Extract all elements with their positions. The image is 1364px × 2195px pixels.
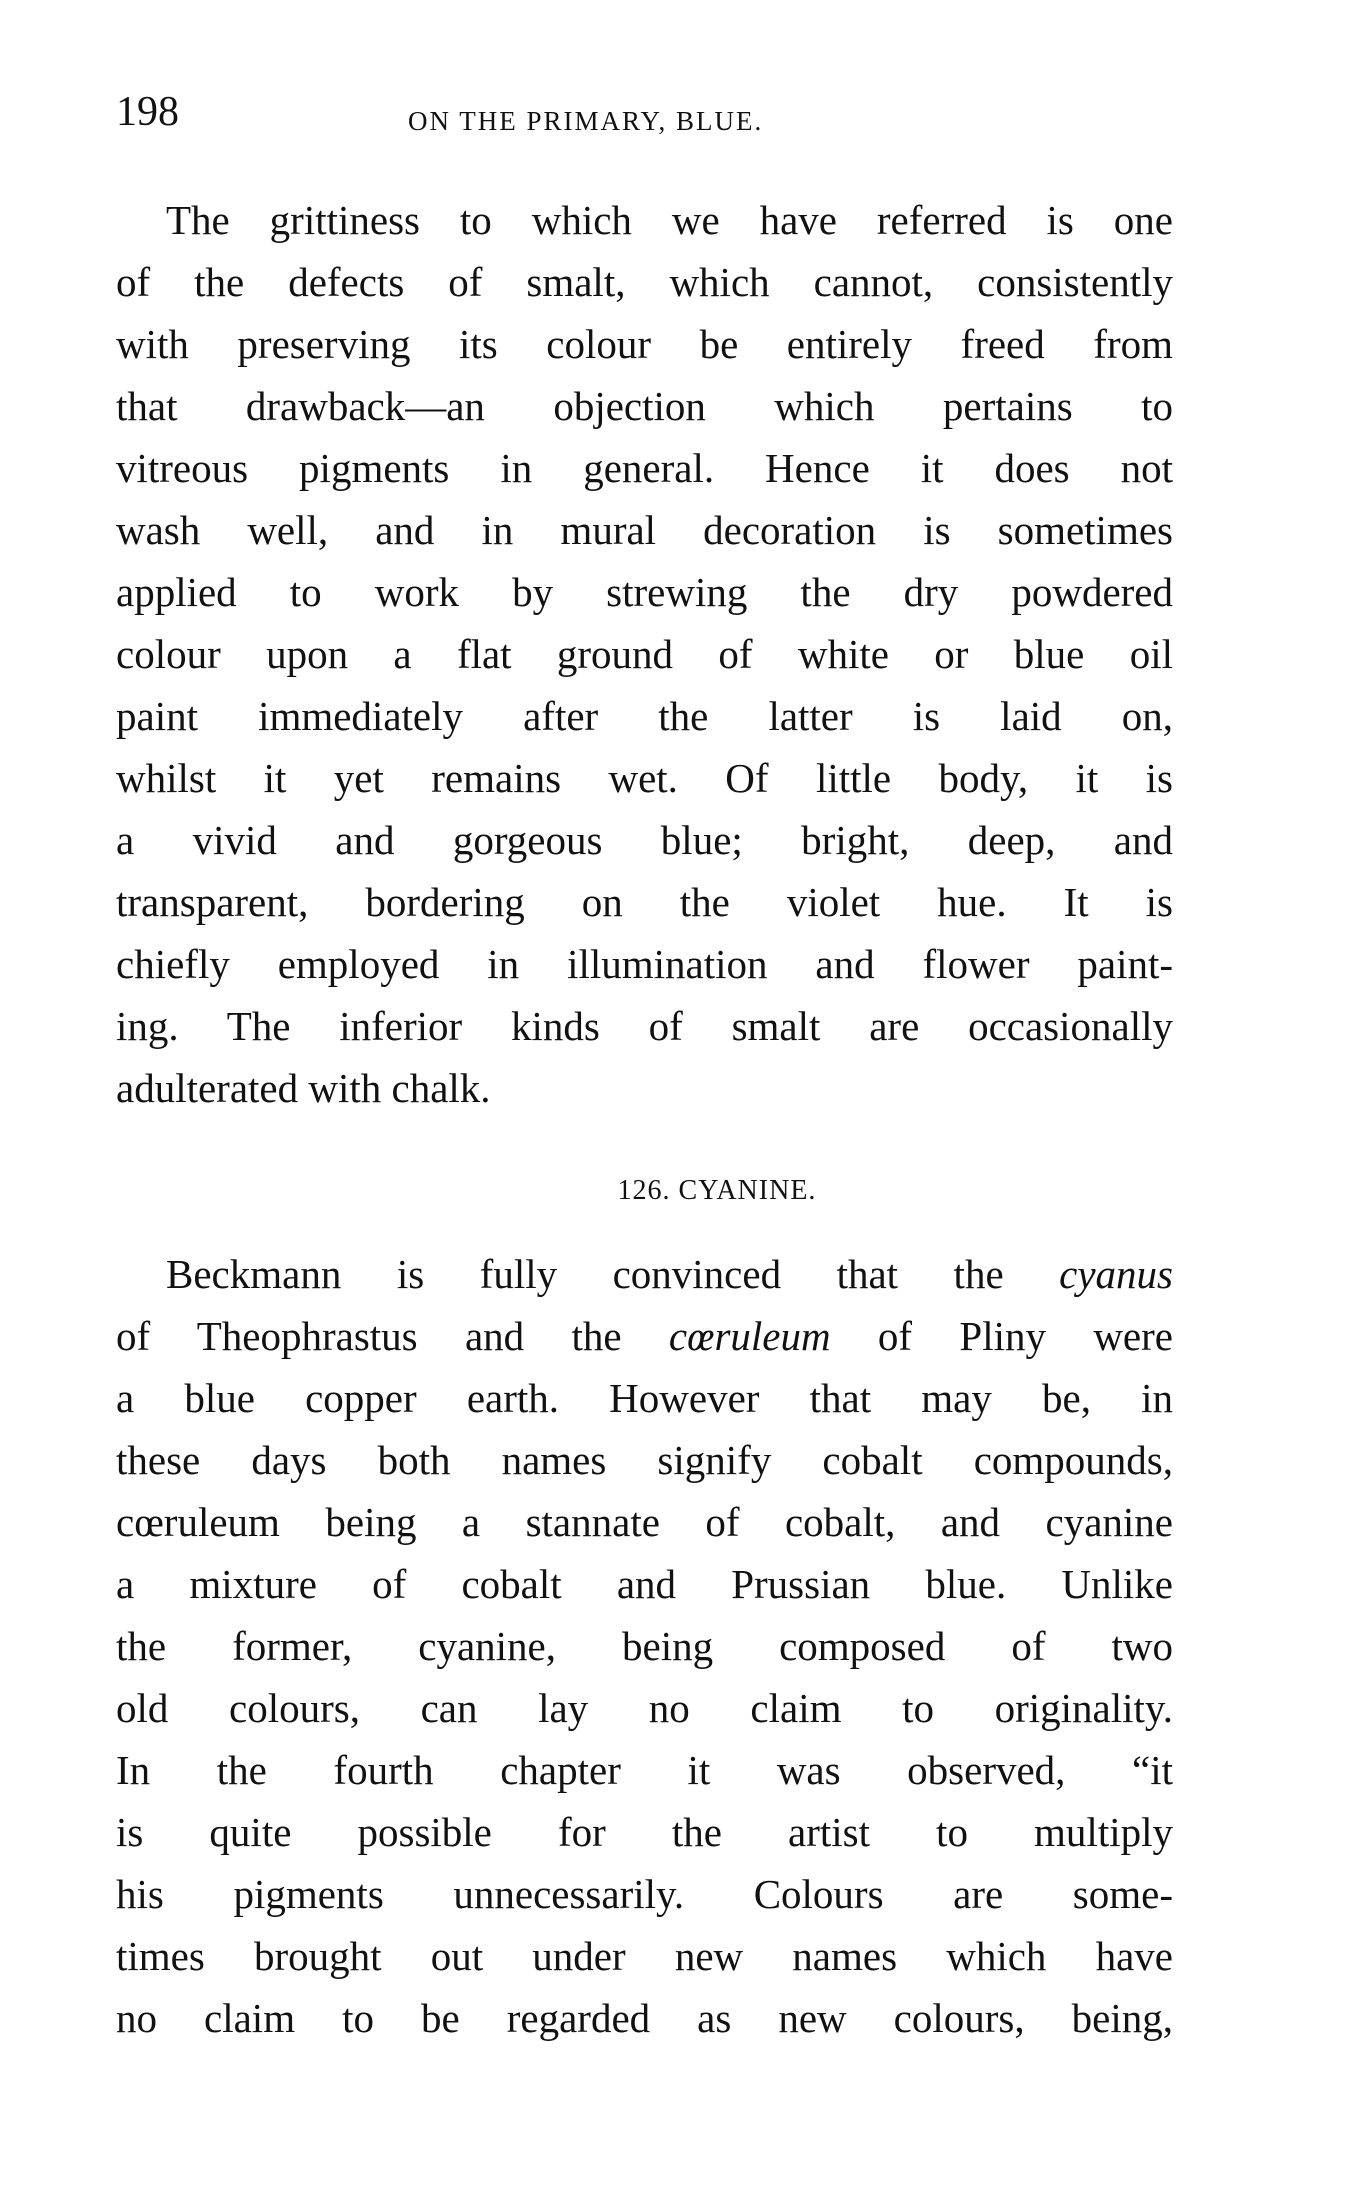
text-segment: In the fourth chapter it was observed, “it	[116, 1747, 1173, 1793]
text-segment: a mixture of cobalt and Prussian blue. Unlike	[116, 1561, 1173, 1607]
text-line: wash well, and in mural decoration is sometimes	[116, 507, 1173, 553]
text-segment: Beckmann is fully convinced that the	[166, 1251, 1060, 1297]
text-line: applied to work by strewing the dry powdered	[116, 569, 1173, 615]
text-line: adulterated with chalk.	[116, 1065, 491, 1111]
text-line	[116, 1801, 1173, 1863]
text-segment: of Theophrastus and the	[116, 1313, 669, 1359]
text-line: with preserving its colour be entirely freed from	[116, 321, 1173, 367]
paragraph-smalt	[116, 189, 1173, 1119]
text-line: whilst it yet remains wet. Of little body, it is	[116, 755, 1173, 801]
text-line	[116, 1925, 1173, 1987]
section-heading: 126. CYANINE.	[617, 1175, 817, 1206]
text-line	[116, 1739, 1173, 1801]
text-line: chiefly employed in illumination and flower paint-	[116, 941, 1173, 987]
text-line: paint immediately after the latter is laid on,	[116, 693, 1173, 739]
text-line	[116, 1677, 1173, 1739]
text-segment: no claim to be regarded as new colours, being,	[116, 1995, 1173, 2041]
text-line	[116, 1863, 1173, 1925]
text-line	[116, 1553, 1173, 1615]
page-number: 198	[116, 89, 179, 135]
text-line: ing. The inferior kinds of smalt are occasionally	[116, 1003, 1173, 1049]
text-segment: a blue copper earth. However that may be, in	[116, 1375, 1173, 1421]
running-title: ON THE PRIMARY, BLUE.	[408, 106, 764, 136]
text-segment: old colours, can lay no claim to originality.	[116, 1685, 1173, 1731]
text-line	[116, 1305, 1173, 1367]
text-segment: his pigments unnecessarily. Colours are some-	[116, 1871, 1173, 1917]
text-line: vitreous pigments in general. Hence it does not	[116, 445, 1173, 491]
text-line: The grittiness to which we have referred is one	[166, 197, 1173, 243]
text-line: a vivid and gorgeous blue; bright, deep, and	[116, 817, 1173, 863]
italic-term: cœruleum	[668, 1313, 831, 1359]
text-segment: times brought out under new names which have	[116, 1933, 1173, 1979]
text-segment: cœruleum being a stannate of cobalt, and cyanine	[116, 1499, 1173, 1545]
text-segment: is quite possible for the artist to multiply	[116, 1809, 1173, 1855]
italic-term: cyanus	[1059, 1251, 1173, 1297]
paragraph-cyanine	[116, 1243, 1173, 2049]
text-line: of the defects of smalt, which cannot, consistently	[116, 259, 1173, 305]
text-line	[116, 1429, 1173, 1491]
text-line	[116, 1615, 1173, 1677]
text-line	[116, 1367, 1173, 1429]
text-line: transparent, bordering on the violet hue. It is	[116, 879, 1173, 925]
text-line: colour upon a flat ground of white or blue oil	[116, 631, 1173, 677]
text-line	[116, 1243, 1173, 1305]
text-segment: these days both names signify cobalt compounds,	[116, 1437, 1173, 1483]
text-line: that drawback—an objection which pertains to	[116, 383, 1173, 429]
text-line	[116, 1987, 1173, 2049]
text-line	[116, 1491, 1173, 1553]
text-segment: of Pliny were	[830, 1313, 1173, 1359]
text-segment: the former, cyanine, being composed of two	[116, 1623, 1173, 1669]
